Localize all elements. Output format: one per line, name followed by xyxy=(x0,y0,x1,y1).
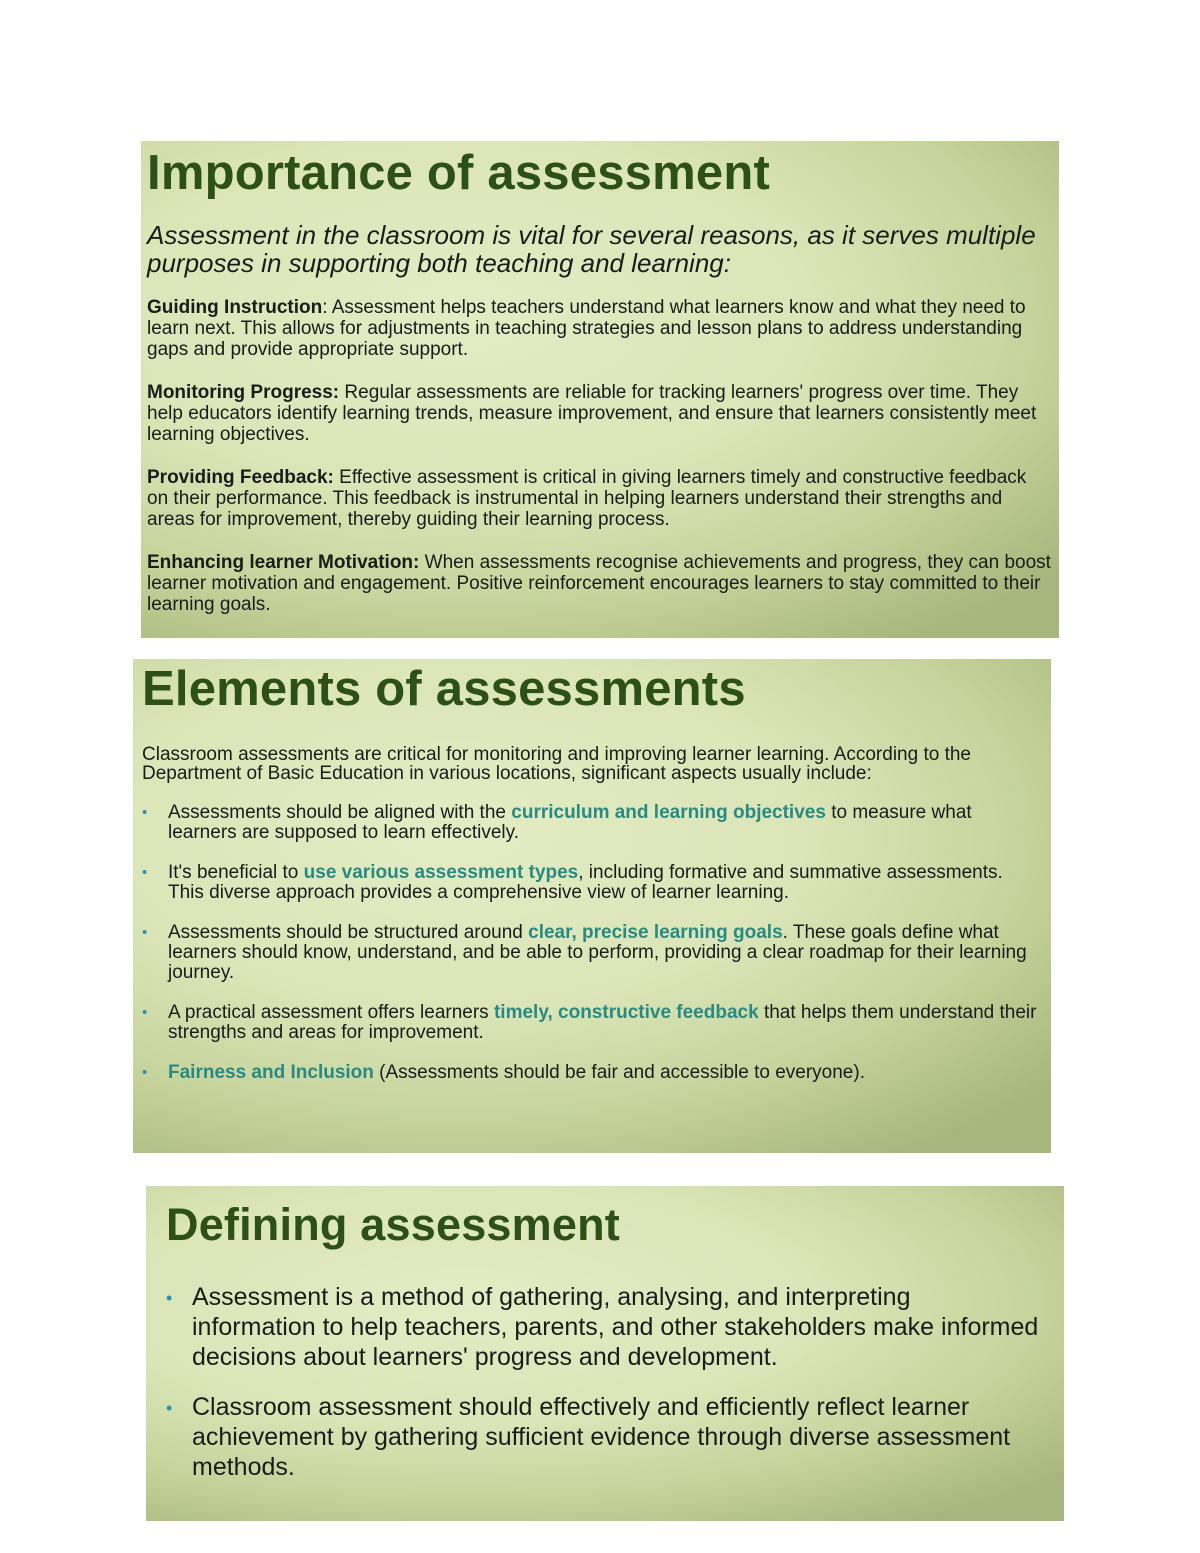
point-text: Assessment helps teachers understand what learners know and what they need to learn next. This allows for adjustments in teaching strategies and lesson plans to address understanding gaps and provide appropriate support. xyxy=(147,296,1026,360)
point-term: Enhancing learner Motivation: xyxy=(147,551,420,573)
bullet-text-pre: It's beneficial to xyxy=(168,861,304,883)
slide-defining-assessment xyxy=(146,1186,1064,1521)
bullet-highlight: Fairness and Inclusion xyxy=(168,1061,374,1083)
list-item xyxy=(142,923,1039,983)
list-item xyxy=(142,1003,1039,1043)
bullet-text-post: to measure what learners are supposed to learn effectively. xyxy=(168,801,972,843)
bullet-icon: • xyxy=(142,803,148,821)
bullet-text-pre: Assessments should be structured around xyxy=(168,921,529,943)
list-item xyxy=(166,1392,1040,1482)
point-term: Providing Feedback: xyxy=(147,466,334,488)
point-term: Guiding Instruction xyxy=(147,296,323,318)
bullet-highlight: use various assessment types xyxy=(303,861,579,883)
point-separator: : xyxy=(322,296,332,318)
point-providing-feedback xyxy=(147,467,1051,530)
bullet-text-post: that helps them understand their strengths and areas for improvement. xyxy=(168,1001,1037,1043)
point-monitoring-progress xyxy=(147,382,1051,445)
list-item xyxy=(142,863,1039,903)
point-enhancing-motivation xyxy=(147,552,1051,615)
bullet-icon: • xyxy=(142,923,148,941)
bullet-list xyxy=(166,1282,1040,1482)
slide-title: Elements of assessments xyxy=(142,662,746,716)
bullet-icon: • xyxy=(142,1063,148,1081)
bullet-list xyxy=(142,803,1039,1083)
bullet-icon: • xyxy=(166,1397,173,1418)
point-text: When assessments recognise achievements and progress, they can boost learner motivation and engagement. Positive reinforcement encourages learners to stay committed to their learning goals. xyxy=(147,551,1051,615)
slide-title: Defining assessment xyxy=(166,1199,620,1250)
bullet-text-post: , including formative and summative assessments. This diverse approach provides a comprehensive view of learner learning. xyxy=(168,861,1003,903)
bullet-text: Classroom assessment should effectively and efficiently reflect learner achievement by gathering sufficient evidence through diverse assessment methods. xyxy=(192,1392,1011,1481)
point-text: Effective assessment is critical in giving learners timely and constructive feedback on their performance. This feedback is instrumental in helping learners understand their strengths and areas for improvement, thereby guiding their learning process. xyxy=(147,466,1027,530)
bullet-highlight: timely, constructive feedback xyxy=(493,1001,759,1023)
slide-intro: Classroom assessments are critical for monitoring and improving learner learning. According to the Department of Basic Education in various locations, significant aspects usually include: xyxy=(142,743,971,784)
point-text: Regular assessments are reliable for tracking learners' progress over time. They help educators identify learning trends, measure improvement, and ensure that learners consistently meet learning objectives. xyxy=(147,381,1037,445)
slide-intro: Assessment in the classroom is vital for several reasons, as it serves multiple purposes in supporting both teaching and learning: xyxy=(147,219,1036,278)
slide-title: Importance of assessment xyxy=(147,146,770,200)
point-term: Monitoring Progress: xyxy=(147,381,340,403)
bullet-highlight: curriculum and learning objectives xyxy=(511,801,826,823)
bullet-icon: • xyxy=(142,863,148,881)
list-item xyxy=(142,1063,1039,1083)
bullet-text-post: (Assessments should be fair and accessible to everyone). xyxy=(373,1061,865,1083)
bullet-text-pre: Assessments should be aligned with the xyxy=(168,801,512,823)
point-guiding-instruction xyxy=(147,297,1051,360)
slide-importance-of-assessment xyxy=(141,141,1059,638)
list-item xyxy=(166,1282,1040,1372)
slide-elements-of-assessments xyxy=(133,659,1051,1153)
bullet-text-pre: A practical assessment offers learners xyxy=(168,1001,494,1023)
bullet-highlight: clear, precise learning goals xyxy=(528,921,783,943)
list-item xyxy=(142,803,1039,843)
bullet-icon: • xyxy=(166,1287,173,1308)
bullet-icon: • xyxy=(142,1003,148,1021)
bullet-text-post: . These goals define what learners should know, understand, and be able to perform, providing a clear roadmap for their learning journey. xyxy=(168,921,1027,983)
bullet-text: Assessment is a method of gathering, analysing, and interpreting information to help teachers, parents, and other stakeholders make informed decisions about learners' progress and development. xyxy=(192,1282,1039,1371)
